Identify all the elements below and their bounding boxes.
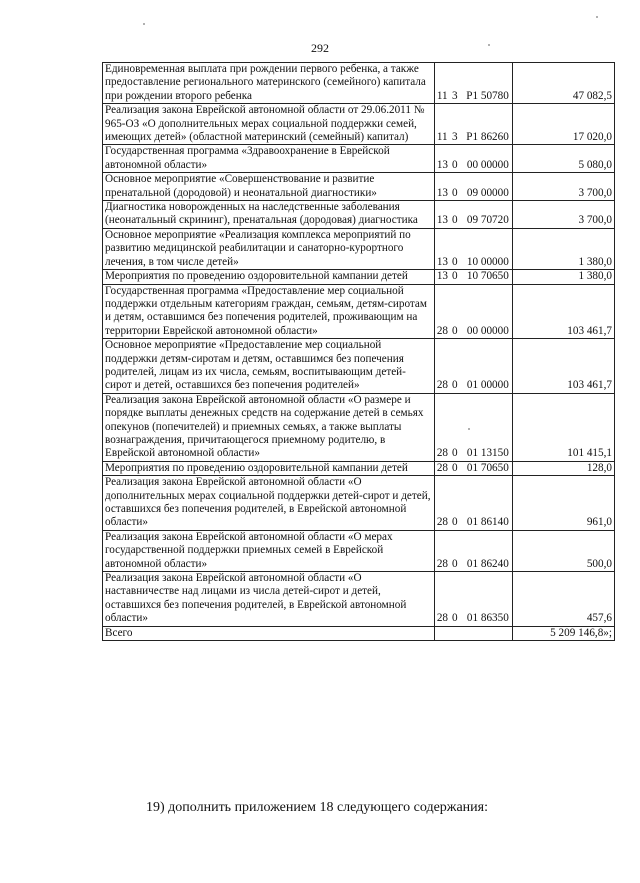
table-row: [103, 228, 615, 269]
row-code: [434, 572, 512, 627]
code-program: 28: [436, 557, 449, 570]
total-sum: 5 209 146,8»;: [513, 626, 615, 640]
code-target: 00 00000: [466, 324, 509, 337]
code-subprogram: 0: [452, 612, 458, 625]
row-sum: 961,0: [513, 476, 615, 531]
row-sum: 103 461,7: [513, 284, 615, 339]
code-target: Р1 50780: [466, 89, 509, 102]
code-program: 28: [436, 447, 449, 460]
code-target: Р1 86260: [466, 131, 509, 144]
row-sum: 17 020,0: [513, 104, 615, 145]
row-name: Единовременная выплата при рождении первого ребенка, а также предоставление регионального материнского (семейного) капитала при рождении второго ребенка: [103, 63, 435, 104]
row-code: [434, 201, 512, 229]
code-subprogram: 3: [452, 89, 458, 102]
row-sum: 3 700,0: [513, 173, 615, 201]
code-program: 28: [436, 612, 449, 625]
scan-speck: [596, 16, 598, 18]
table-row: [103, 173, 615, 201]
code-program: 28: [436, 516, 449, 529]
total-code-cell: [434, 626, 512, 640]
budget-table: [102, 62, 615, 641]
code-subprogram: 0: [452, 379, 458, 392]
code-target: 09 00000: [466, 186, 509, 199]
scan-speck: [468, 428, 470, 430]
row-sum: 1 380,0: [513, 228, 615, 269]
row-sum: 3 700,0: [513, 201, 615, 229]
table-row: [103, 476, 615, 531]
row-sum: 500,0: [513, 530, 615, 571]
row-name: Реализация закона Еврейской автономной области «О размере и порядке выплаты денежных средств на содержание детей в семьях опекунов (попечителей) и приемных семьях, а также выплаты вознаграждения, причитающегося приемному родителю, в Еврейской автономной области»: [103, 393, 435, 461]
table-row: [103, 104, 615, 145]
total-label: Всего: [103, 626, 435, 640]
row-code: [434, 476, 512, 531]
row-name: Диагностика новорожденных на наследственные заболевания (неонатальный скрининг), пренатальная (дородовая) диагностика: [103, 201, 435, 229]
code-program: 28: [436, 379, 449, 392]
scan-speck: [488, 44, 490, 46]
code-subprogram: 0: [452, 255, 458, 268]
table-row: [103, 201, 615, 229]
row-code: [434, 339, 512, 394]
row-sum: 128,0: [513, 461, 615, 475]
row-code: [434, 270, 512, 284]
row-code: [434, 104, 512, 145]
row-code: [434, 284, 512, 339]
code-subprogram: 0: [452, 214, 458, 227]
table-row: [103, 270, 615, 284]
row-name: Реализация закона Еврейской автономной области «О дополнительных мерах социальной поддержки детей-сирот и детей, оставшихся без попечения родителей, в Еврейской автономной области»: [103, 476, 435, 531]
row-name: Основное мероприятие «Совершенствование и развитие пренатальной (дородовой) и неонатальной диагностики»: [103, 173, 435, 201]
row-sum: 103 461,7: [513, 339, 615, 394]
row-code: [434, 63, 512, 104]
code-program: 11: [436, 131, 448, 144]
code-program: 13: [436, 270, 449, 283]
table-row-total: [103, 626, 615, 640]
row-sum: 457,6: [513, 572, 615, 627]
row-name: Реализация закона Еврейской автономной области «О наставничестве над лицами из числа детей-сирот и детей, оставшихся без попечения родителей, в Еврейской автономной области»: [103, 572, 435, 627]
footer-text: 19) дополнить приложением 18 следующего содержания:: [146, 800, 488, 815]
code-program: 11: [436, 89, 448, 102]
table-row: [103, 284, 615, 339]
code-program: 28: [436, 324, 449, 337]
table-row: [103, 145, 615, 173]
code-subprogram: 0: [452, 186, 458, 199]
row-name: Мероприятия по проведению оздоровительной кампании детей: [103, 270, 435, 284]
code-program: 28: [436, 461, 449, 474]
code-program: 13: [436, 214, 449, 227]
code-target: 09 70720: [466, 214, 509, 227]
row-name: Государственная программа «Предоставление мер социальной поддержки отдельным категориям граждан, семьям, детям-сиротам и детям, оставшимся без попечения родителей, проживающим на территории Еврейской автономной области»: [103, 284, 435, 339]
scan-speck: [143, 23, 145, 25]
code-subprogram: 0: [452, 557, 458, 570]
code-subprogram: 3: [452, 131, 458, 144]
code-subprogram: 0: [452, 447, 458, 460]
page-number: 292: [311, 41, 329, 55]
code-subprogram: 0: [452, 324, 458, 337]
row-name: Мероприятия по проведению оздоровительной кампании детей: [103, 461, 435, 475]
row-code: [434, 173, 512, 201]
code-target: 01 00000: [466, 379, 509, 392]
code-target: 10 70650: [466, 270, 509, 283]
code-subprogram: 0: [452, 270, 458, 283]
row-sum: 1 380,0: [513, 270, 615, 284]
row-name: Государственная программа «Здравоохранение в Еврейской автономной области»: [103, 145, 435, 173]
code-target: 01 86350: [466, 612, 509, 625]
row-code: [434, 530, 512, 571]
code-target: 01 13150: [466, 447, 509, 460]
code-program: 13: [436, 186, 449, 199]
table-row: [103, 339, 615, 394]
code-subprogram: 0: [452, 158, 458, 171]
row-name: Реализация закона Еврейской автономной области от 29.06.2011 № 965-ОЗ «О дополнительных мерах социальной поддержки семей, имеющих детей» (областной материнский (семейный) капитал): [103, 104, 435, 145]
table-row: [103, 63, 615, 104]
code-subprogram: 0: [452, 516, 458, 529]
row-sum: 47 082,5: [513, 63, 615, 104]
code-program: 13: [436, 158, 449, 171]
row-sum: 5 080,0: [513, 145, 615, 173]
row-sum: 101 415,1: [513, 393, 615, 461]
table-body: [103, 63, 615, 641]
row-code: [434, 145, 512, 173]
row-name: Основное мероприятие «Предоставление мер социальной поддержки детям-сиротам и детям, оставшимся без попечения родителей, лицам из их числа, семьям, воспитывающим детей-сирот и детей, оставшихся без попечения родителей»: [103, 339, 435, 394]
code-target: 01 70650: [466, 461, 509, 474]
table-row: [103, 572, 615, 627]
table-row: [103, 393, 615, 461]
row-name: Реализация закона Еврейской автономной области «О мерах государственной поддержки приемных семей в Еврейской автономной области»: [103, 530, 435, 571]
row-name: Основное мероприятие «Реализация комплекса мероприятий по развитию медицинской реабилитации и санаторно-курортного лечения, в том числе детей»: [103, 228, 435, 269]
code-target: 10 00000: [466, 255, 509, 268]
code-subprogram: 0: [452, 461, 458, 474]
table-row: [103, 530, 615, 571]
row-code: [434, 461, 512, 475]
code-program: 13: [436, 255, 449, 268]
row-code: [434, 228, 512, 269]
code-target: 00 00000: [466, 158, 509, 171]
row-code: [434, 393, 512, 461]
code-target: 01 86240: [466, 557, 509, 570]
code-target: 01 86140: [466, 516, 509, 529]
table-row: [103, 461, 615, 475]
